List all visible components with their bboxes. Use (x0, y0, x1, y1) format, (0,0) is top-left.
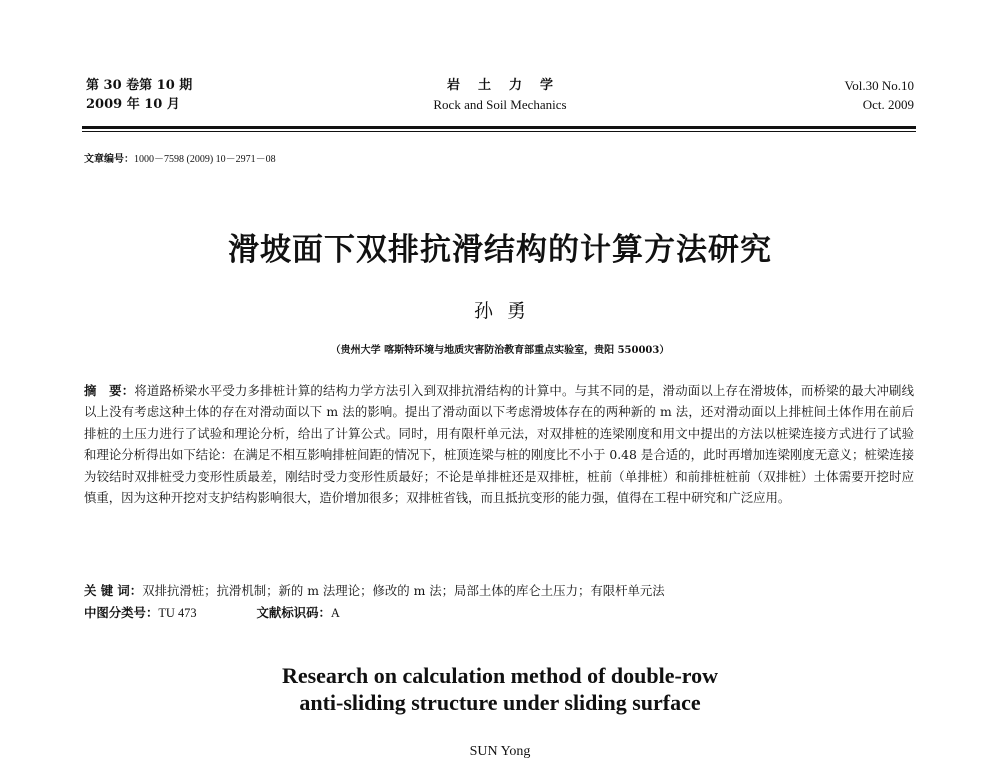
author-en: SUN Yong (469, 744, 531, 759)
issue-date: 2009 年 10 月 (86, 97, 180, 112)
classification-value: TU 473 (158, 606, 197, 620)
classification-label: 中图分类号： (84, 605, 159, 620)
affiliation-cn: （贵州大学 喀斯特环境与地质灾害防治教育部重点实验室，贵阳 550003） (330, 345, 670, 356)
journal-name-en: Rock and Soil Mechanics (433, 97, 567, 112)
keywords (84, 581, 665, 599)
header-rule-thin (82, 131, 916, 132)
abstract-text: 将道路桥梁水平受力多排桩计算的结构力学方法引入到双排抗滑结构的计算中。与其不同的是，滑动面以上存在滑坡体，而桥梁的最大冲刷线以上没有考虑这种土体的存在对滑动面以下 m 法的影响。提出了滑动面以下考虑滑坡体存在的两种新的 m 法，还对滑动面以上排桩间土体作用在前后排桩的土压力进行了试验和理论分析，给出了计算公式。同时，用有限杆单元法，对双排桩的连梁刚度和用文中提出的方法以桩梁连接方式进行了试验和理论分析得出如下结论：在满足不相互影响排桩间距的情况下，桩顶连梁与桩的刚度比不小于 0.48 是合适的，此时再增加连梁刚度无意义；桩梁连接为铰结时双排桩受力变形性质最差，刚结时受力变形性质最好；不论是单排桩还是双排桩，桩前（单排桩）和前排桩桩前（双排桩）土体需要开挖时应慎重，因为这种开挖对支护结构影响很大，造价增加很多；双排桩省钱，而且抵抗变形的能力强，值得在工程中研究和广泛应用。 (84, 383, 915, 506)
journal-name (86, 76, 914, 114)
header-rule-thick (82, 126, 916, 129)
abstract (84, 380, 914, 508)
keywords-text: 双排抗滑桩；抗滑机制；新的 m 法理论；修改的 m 法；局部土体的库仑土压力；有限杆单元法 (142, 583, 665, 598)
article-number-value: 1000－7598 (2009) 10－2971－08 (134, 154, 276, 165)
paper-title-en-line1: Research on calculation method of double-row (281, 663, 719, 688)
author-cn: 孙勇 (473, 300, 540, 322)
paper-title-en (0, 662, 1000, 716)
issue-volume-en: Vol.30 No.10 (844, 78, 914, 93)
paper-title-en-line2: anti-sliding structure under sliding surface (299, 690, 701, 715)
issue-volume: 第 30 卷第 10 期 (86, 78, 193, 93)
document-code-label: 文献标识码： (256, 605, 331, 620)
issue-date-en: Oct. 2009 (862, 97, 914, 112)
journal-name-cn: 岩土力学 (446, 78, 571, 93)
issue-info-en (845, 76, 914, 114)
journal-header (86, 76, 914, 116)
abstract-label: 摘 要： (84, 383, 135, 398)
article-number (84, 150, 276, 165)
paper-title-cn: 滑坡面下双排抗滑结构的计算方法研究 (228, 232, 772, 268)
article-number-label: 文章编号： (84, 154, 134, 165)
document-code-value: A (330, 606, 340, 620)
classification (84, 603, 340, 621)
keywords-label: 关 键 词： (84, 583, 143, 598)
